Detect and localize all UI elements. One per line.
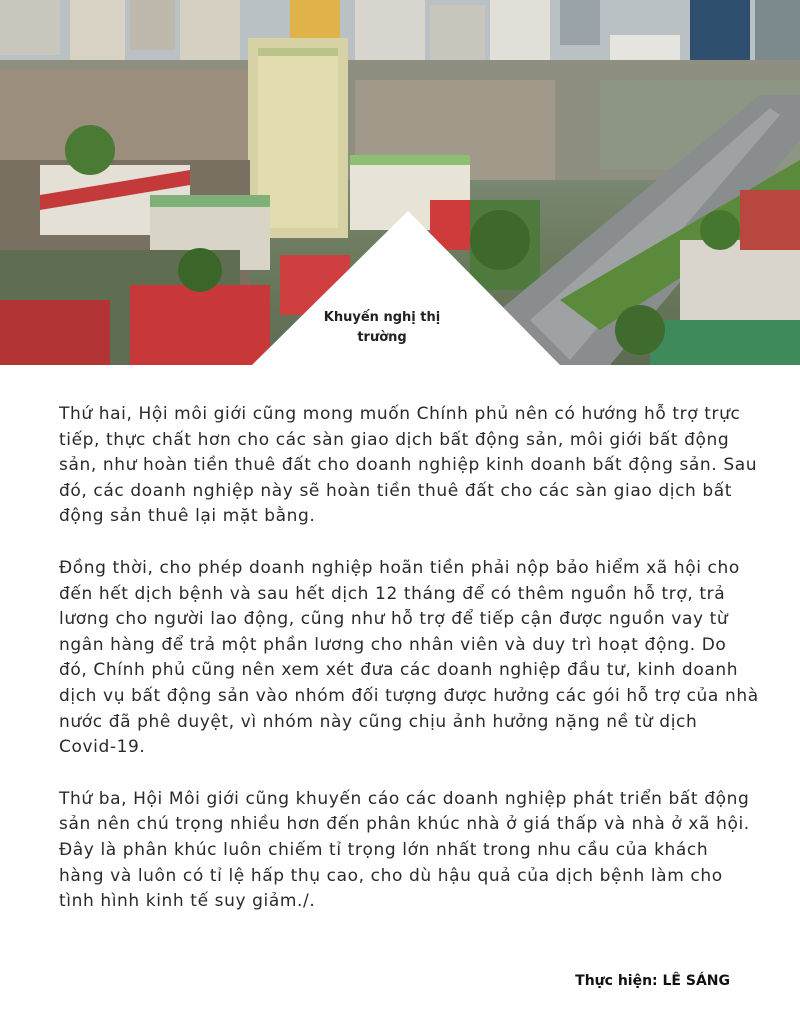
paragraph: Thứ ba, Hội Môi giới cũng khuyến cáo các doanh nghiệp phát triển bất động sản nên chú trọng nhiều hơn đến phân khúc nhà ở giá thấp và nhà ở xã hội. Đây là phân khúc luôn chiếm tỉ trọng lớn nhất trong nhu cầu của khách hàng và luôn có tỉ lệ hấp thụ cao, cho dù hậu quả của dịch bệnh làm cho tình hình kinh tế suy giảm./. (59, 788, 750, 912)
article-body (59, 402, 759, 941)
paragraph: Đồng thời, cho phép doanh nghiệp hoãn tiền phải nộp bảo hiểm xã hội cho đến hết dịch bệnh và sau hết dịch 12 tháng để có thêm nguồn hỗ trợ, trả lương cho người lao động, cũng như hỗ trợ để tiếp cận được nguồn vay từ ngân hàng để trả một phần lương cho nhân viên và duy trì hoạt động. Do đó, Chính phủ cũng nên xem xét đưa các doanh nghiệp đầu tư, kinh doanh dịch vụ bất động sản vào nhóm đối tượng được hưởng các gói hỗ trợ của nhà nước đã phê duyệt, vì nhóm này cũng chịu ảnh hưởng nặng nề từ dịch Covid-19. (59, 557, 759, 758)
author-credit: Thực hiện: LÊ SÁNG (575, 973, 730, 989)
paragraph: Thứ hai, Hội môi giới cũng mong muốn Chính phủ nên có hướng hỗ trợ trực tiếp, thực chất hơn cho các sàn giao dịch bất động sản, môi giới bất động sản, như hoàn tiền thuê đất cho doanh nghiệp kinh doanh bất động sản. Sau đó, các doanh nghiệp này sẽ hoàn tiền thuê đất cho các sàn giao dịch bất động sản thuê lại mặt bằng. (59, 404, 758, 527)
section-title: Khuyến nghị thị trường (323, 310, 441, 345)
hero-cityscape-photo (0, 0, 800, 365)
